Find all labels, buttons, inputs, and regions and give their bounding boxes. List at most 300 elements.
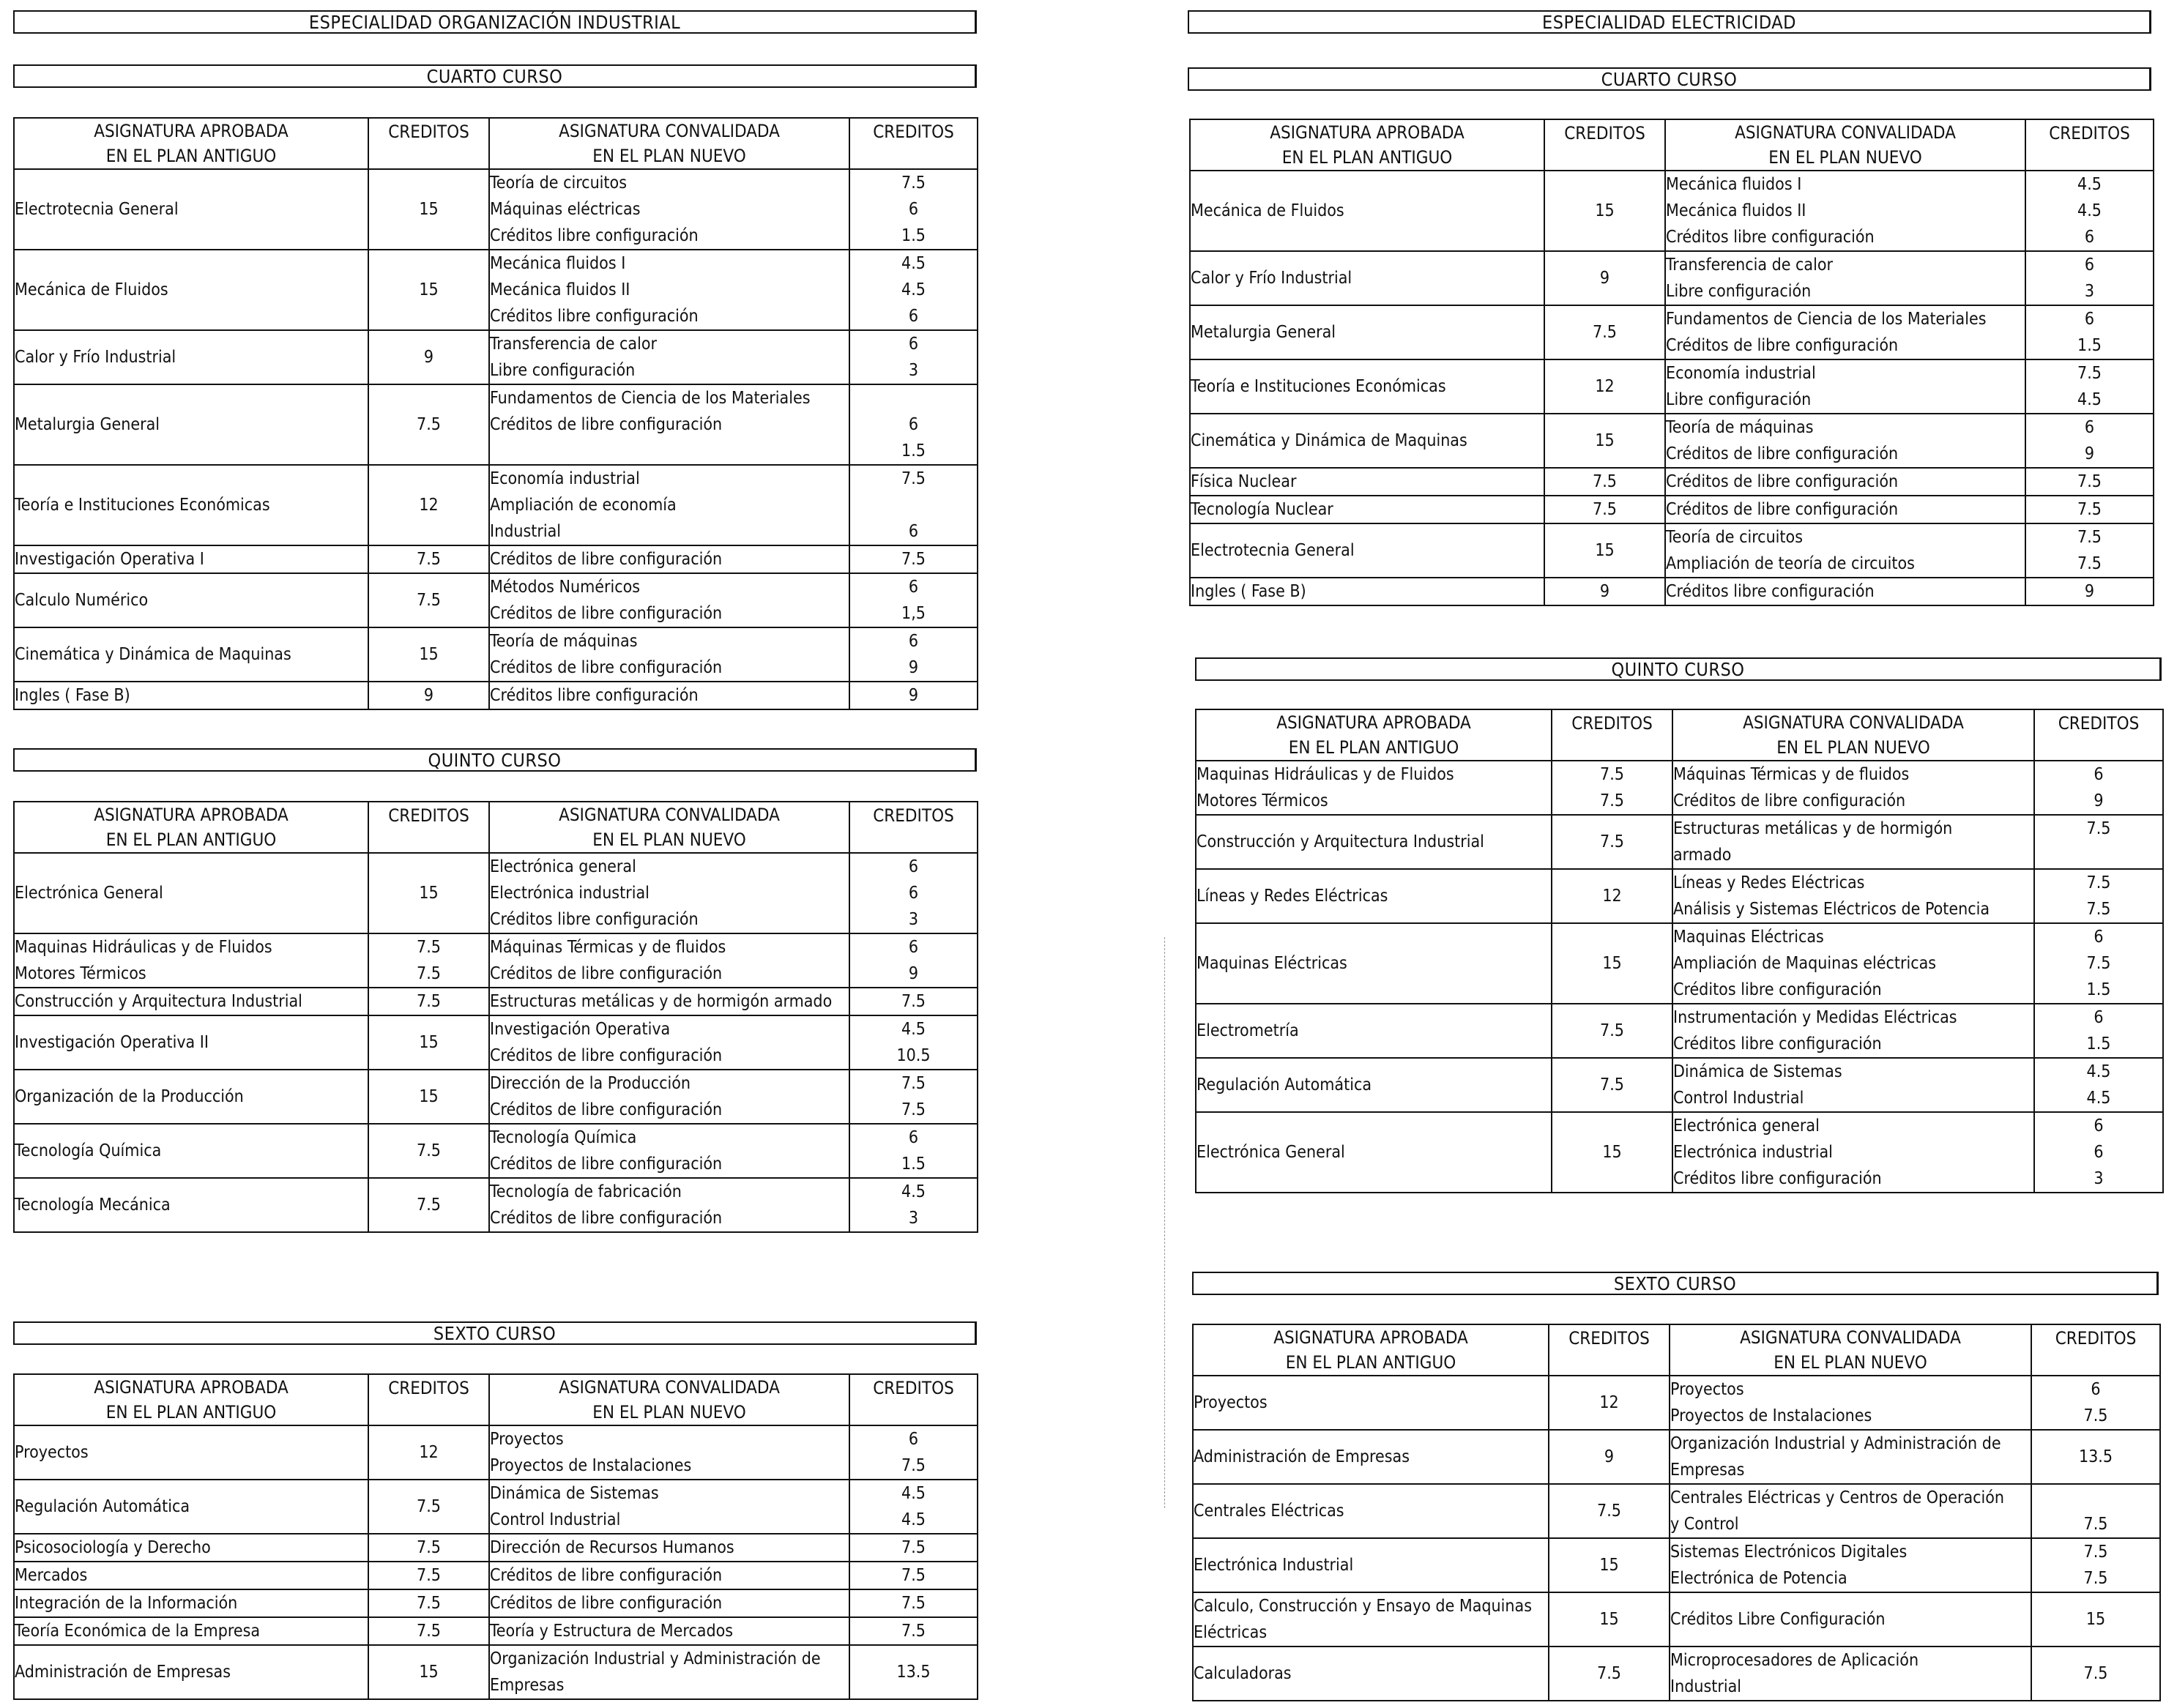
new-subject	[489, 465, 849, 545]
new-subject	[489, 573, 849, 627]
old-subject-name: Tecnología Nuclear	[1191, 500, 1333, 519]
new-credits-value: 6	[908, 307, 919, 326]
new-credits-value	[850, 492, 977, 518]
old-credits	[1552, 1058, 1672, 1112]
new-subject	[1670, 1376, 2031, 1430]
new-credits-value: 6	[908, 200, 919, 219]
header-creditos-label: CREDITOS	[388, 805, 469, 826]
new-subject-name: Mecánica fluidos II	[1666, 201, 1806, 220]
table-row	[1193, 1647, 2160, 1701]
new-credits-value: 6	[908, 938, 919, 957]
old-subject	[14, 1070, 368, 1124]
new-credits-value: 15	[2085, 1610, 2106, 1629]
header-convalidada-line: EN EL PLAN NUEVO	[1768, 147, 1922, 168]
new-subject	[489, 853, 849, 933]
header-convalidada-line: EN EL PLAN NUEVO	[592, 1402, 746, 1422]
new-subject-name: Sistemas Electrónicos Digitales	[1670, 1543, 1908, 1562]
old-subject-name: Centrales Eléctricas	[1194, 1502, 1344, 1521]
old-subject-name: Maquinas Hidráulicas y de Fluidos	[15, 938, 272, 957]
new-credits-value: 7.5	[2086, 954, 2111, 973]
new-credits	[849, 465, 978, 545]
old-subject	[1196, 1004, 1552, 1058]
old-credits-value: 7.5	[1593, 323, 1617, 342]
old-credits-value: 7.5	[417, 1594, 441, 1613]
old-subject-name: Electrónica Industrial	[1194, 1556, 1354, 1575]
new-subject	[1670, 1647, 2031, 1701]
new-credits-value: 7.5	[901, 1622, 926, 1641]
new-subject	[1670, 1484, 2031, 1538]
header-row	[1193, 1324, 2160, 1376]
table-row	[1193, 1376, 2160, 1430]
new-subject-name: Tecnología Química	[490, 1128, 637, 1147]
new-subject-name: Créditos de libre configuración	[1673, 791, 1906, 810]
new-credits-value: 7.5	[901, 174, 926, 193]
old-subject-name: Administración de Empresas	[15, 1663, 231, 1682]
new-subject-name: Estructuras metálicas y de hormigón	[1673, 819, 1953, 838]
old-subject-name: Integración de la Información	[15, 1594, 238, 1613]
old-subject-name: Teoría e Instituciones Económicas	[15, 496, 270, 515]
new-credits	[2025, 468, 2154, 496]
old-subject	[14, 1124, 368, 1178]
new-subject	[489, 1480, 849, 1534]
new-credits-value: 7.5	[2083, 1569, 2108, 1588]
new-subject	[1672, 815, 2034, 869]
new-credits-value: 6	[2094, 1143, 2104, 1162]
new-credits-value: 6	[2094, 765, 2104, 784]
new-subject	[489, 169, 849, 250]
new-credits-value: 6	[908, 857, 919, 876]
new-subject	[1665, 251, 2025, 305]
new-credits	[2025, 171, 2154, 251]
header-creditos	[1549, 1324, 1670, 1376]
table-row	[1193, 1484, 2160, 1538]
new-subject-name: Créditos de libre configuración	[490, 1209, 723, 1228]
new-subject-name: Créditos de libre configuración	[490, 1155, 723, 1174]
old-subject-name: Tecnología Química	[15, 1141, 162, 1160]
old-subject	[1193, 1592, 1549, 1647]
new-subject-name: Economía industrial	[490, 469, 640, 488]
right-sexto-title: SEXTO CURSO	[1192, 1272, 2159, 1295]
header-row	[14, 802, 978, 853]
old-credits-value: 7.5	[1593, 472, 1617, 491]
new-credits-value: 7.5	[2077, 554, 2102, 573]
new-credits	[2034, 923, 2163, 1004]
header-convalidada-line: ASIGNATURA CONVALIDADA	[1743, 712, 1964, 733]
new-subject-name: Ampliación de economía	[490, 496, 677, 515]
old-credits-value: 9	[1599, 582, 1610, 601]
new-credits	[849, 169, 978, 250]
new-subject	[489, 1562, 849, 1589]
old-subject	[14, 1425, 368, 1480]
table-row	[14, 1015, 978, 1070]
new-credits-value: 4.5	[901, 280, 926, 299]
new-credits-value: 4.5	[901, 1484, 926, 1503]
new-subject-name: Proyectos de Instalaciones	[490, 1456, 692, 1475]
new-credits-value: 7.5	[2083, 1406, 2108, 1425]
new-subject-name: Dinámica de Sistemas	[490, 1484, 659, 1503]
new-credits-value: 4.5	[2077, 201, 2102, 220]
new-credits	[849, 988, 978, 1015]
header-creditos	[2034, 709, 2163, 761]
new-subject	[1670, 1430, 2031, 1484]
old-credits-value: 9	[1599, 269, 1610, 288]
header-aprobada-line: EN EL PLAN ANTIGUO	[1281, 147, 1453, 168]
new-subject-name: Transferencia de calor	[490, 335, 657, 354]
table-row	[14, 853, 978, 933]
old-subject-name: Construcción y Arquitectura Industrial	[15, 992, 302, 1011]
new-subject-name: Créditos libre configuración	[1666, 228, 1875, 247]
old-credits	[1552, 1004, 1672, 1058]
new-credits-value: 7.5	[2083, 1664, 2108, 1683]
new-subject-name: Electrónica de Potencia	[1670, 1569, 1847, 1588]
old-subject-name: Líneas y Redes Eléctricas	[1196, 887, 1388, 906]
new-credits-value: 7.5	[901, 1100, 926, 1119]
new-subject-name: Créditos de libre configuración	[490, 1566, 723, 1585]
new-subject-name: Máquinas Térmicas y de fluidos	[1673, 765, 1910, 784]
old-credits	[368, 853, 489, 933]
old-subject-name: Calor y Frío Industrial	[1191, 269, 1352, 288]
new-subject-name: Créditos libre configuración	[1666, 582, 1875, 601]
old-subject-name: Ingles ( Fase B)	[1191, 582, 1306, 601]
new-subject-name: Empresas	[1670, 1461, 1745, 1480]
new-credits-value: 10.5	[896, 1046, 931, 1065]
old-credits	[368, 1534, 489, 1562]
header-aprobada-line: ASIGNATURA APROBADA	[94, 805, 289, 825]
old-subject-name: Teoría Económica de la Empresa	[15, 1622, 261, 1641]
new-subject-name: Mecánica fluidos I	[1666, 175, 1802, 194]
old-subject	[14, 1617, 368, 1645]
header-creditos	[1552, 709, 1672, 761]
old-credits	[368, 545, 489, 573]
new-credits	[849, 627, 978, 682]
old-subject	[1193, 1647, 1549, 1701]
new-credits-value: 6	[2084, 256, 2095, 275]
table-row	[1193, 1430, 2160, 1484]
old-credits	[368, 573, 489, 627]
old-subject	[1193, 1430, 1549, 1484]
table-row	[14, 330, 978, 384]
table-row	[14, 250, 978, 330]
old-subject	[1196, 1112, 1552, 1193]
header-creditos-label: CREDITOS	[2049, 123, 2130, 143]
header-row	[1196, 709, 2163, 761]
new-subject-name: Organización Industrial y Administración de	[1670, 1434, 2001, 1453]
new-subject-name: Créditos de libre configuración	[490, 1100, 723, 1119]
header-creditos-label: CREDITOS	[1571, 713, 1653, 734]
new-subject-name: Centrales Eléctricas y Centros de Operación	[1670, 1488, 2005, 1507]
new-credits-value	[850, 385, 977, 411]
header-aprobada-line: ASIGNATURA APROBADA	[94, 121, 289, 141]
table-row	[14, 1178, 978, 1232]
old-subject-name: Motores Térmicos	[1196, 791, 1328, 810]
new-subject-name	[490, 438, 849, 464]
new-credits-value: 4.5	[2077, 175, 2102, 194]
table-row	[1190, 496, 2154, 523]
new-subject-name: Estructuras metálicas y de hormigón armado	[490, 992, 833, 1011]
new-subject	[1672, 923, 2034, 1004]
new-subject	[1672, 1004, 2034, 1058]
old-subject	[1190, 359, 1544, 414]
old-credits	[368, 465, 489, 545]
new-subject-name: Créditos de libre configuración	[490, 658, 723, 677]
new-credits-value: 3	[908, 361, 919, 380]
new-subject-name: Métodos Numéricos	[490, 578, 641, 597]
new-subject	[1665, 523, 2025, 578]
old-subject	[1193, 1376, 1549, 1430]
new-credits-value: 6	[2091, 1380, 2101, 1399]
right-sexto-table	[1192, 1324, 2161, 1701]
header-convalidada	[489, 118, 849, 169]
old-credits-value: 7.5	[417, 992, 441, 1011]
new-subject-name: Empresas	[490, 1676, 565, 1695]
old-subject	[14, 1562, 368, 1589]
old-subject-name: Mecánica de Fluidos	[15, 280, 168, 299]
new-subject-name: Maquinas Eléctricas	[1673, 928, 1824, 947]
old-subject	[14, 988, 368, 1015]
new-credits-value: 1,5	[901, 604, 926, 623]
header-convalidada-line: EN EL PLAN NUEVO	[1776, 737, 1930, 758]
header-row	[1190, 119, 2154, 171]
new-credits	[849, 682, 978, 709]
new-subject-name: Libre configuración	[490, 361, 636, 380]
old-credits-value: 7.5	[1600, 1021, 1624, 1040]
new-credits	[849, 330, 978, 384]
new-credits-value: 6	[908, 522, 919, 541]
new-credits	[2031, 1376, 2160, 1430]
new-subject	[489, 1589, 849, 1617]
old-subject	[1190, 523, 1544, 578]
new-subject-name: Electrónica industrial	[490, 884, 650, 903]
new-subject-name: Instrumentación y Medidas Eléctricas	[1673, 1008, 1957, 1027]
old-credits	[1549, 1592, 1670, 1647]
old-subject	[1196, 761, 1552, 815]
old-subject	[1193, 1484, 1549, 1538]
old-credits	[1549, 1430, 1670, 1484]
old-subject-name: Electrónica General	[1196, 1143, 1345, 1162]
new-subject-name: Ampliación de Maquinas eléctricas	[1673, 954, 1937, 973]
new-subject-name: Créditos de libre configuración	[490, 1594, 723, 1613]
new-credits-value: 3	[908, 910, 919, 929]
table-row	[14, 1480, 978, 1534]
left-quinto-table	[13, 801, 978, 1233]
header-creditos	[368, 118, 489, 169]
new-credits-value: 7.5	[2077, 364, 2102, 383]
header-creditos	[849, 118, 978, 169]
new-subject-name: Teoría y Estructura de Mercados	[490, 1622, 734, 1641]
header-aprobada-line: EN EL PLAN ANTIGUO	[1285, 1352, 1456, 1373]
header-creditos-label: CREDITOS	[388, 1378, 469, 1398]
new-subject-name: Máquinas eléctricas	[490, 200, 641, 219]
old-credits	[368, 933, 489, 988]
new-credits	[2025, 359, 2154, 414]
old-subject	[14, 853, 368, 933]
left-cuarto-table	[13, 117, 978, 710]
new-credits-value: 7.5	[2077, 472, 2102, 491]
table-row	[1190, 523, 2154, 578]
new-subject	[1665, 578, 2025, 605]
new-credits-value: 13.5	[2078, 1447, 2113, 1466]
table-row	[1190, 359, 2154, 414]
new-credits-value	[2035, 842, 2162, 868]
new-subject	[489, 1124, 849, 1178]
old-subject-name: Mecánica de Fluidos	[1191, 201, 1344, 220]
old-subject	[14, 1015, 368, 1070]
new-credits-value: 4.5	[901, 1510, 926, 1529]
old-subject-name: Electrotecnia General	[15, 200, 179, 219]
new-subject	[489, 1015, 849, 1070]
old-subject-name: Proyectos	[1194, 1393, 1268, 1412]
new-credits	[2031, 1592, 2160, 1647]
old-subject-name: Ingles ( Fase B)	[15, 686, 130, 705]
header-aprobada-line: ASIGNATURA APROBADA	[94, 1377, 289, 1398]
old-credits-value: 15	[419, 645, 439, 664]
old-credits-value: 9	[423, 348, 434, 367]
new-subject	[489, 933, 849, 988]
new-credits	[2025, 414, 2154, 468]
old-subject-name: Proyectos	[15, 1443, 89, 1462]
old-credits-value: 7.5	[417, 1141, 441, 1160]
header-aprobada-line: EN EL PLAN ANTIGUO	[105, 1402, 277, 1422]
table-row	[1193, 1538, 2160, 1592]
new-credits-value: 6	[2084, 228, 2095, 247]
old-credits-value: 15	[1602, 954, 1622, 973]
header-convalidada	[1670, 1324, 2031, 1376]
new-credits	[2034, 815, 2163, 869]
right-quinto-table	[1195, 709, 2164, 1193]
new-credits-value: 7.5	[901, 1566, 926, 1585]
old-credits	[1544, 171, 1665, 251]
new-credits	[2034, 1004, 2163, 1058]
header-creditos	[1544, 119, 1665, 171]
old-credits	[368, 1015, 489, 1070]
new-credits-value: 9	[2084, 444, 2095, 463]
header-aprobada	[14, 802, 368, 853]
old-credits	[368, 1480, 489, 1534]
new-credits	[849, 573, 978, 627]
old-credits-value: 9	[423, 686, 434, 705]
new-subject-name: Créditos de libre configuración	[1666, 336, 1899, 355]
new-subject-name: Créditos libre configuración	[490, 686, 699, 705]
new-subject-name: Créditos libre configuración	[490, 910, 699, 929]
left-cuarto-title: CUARTO CURSO	[13, 64, 977, 88]
table-row	[1190, 305, 2154, 359]
new-credits-value: 6	[2094, 1116, 2104, 1135]
old-subject	[14, 1534, 368, 1562]
old-credits-value: 15	[1595, 201, 1615, 220]
header-aprobada	[14, 1374, 368, 1425]
new-subject-name: Créditos de libre configuración	[490, 550, 723, 569]
header-convalidada-line: EN EL PLAN NUEVO	[592, 146, 746, 166]
old-credits-value: 7.5	[1600, 765, 1624, 784]
old-credits-value: 12	[419, 1443, 439, 1462]
old-credits	[368, 1617, 489, 1645]
header-aprobada-line: ASIGNATURA APROBADA	[1273, 1327, 1468, 1348]
new-credits-value: 6	[908, 578, 919, 597]
old-subject-name: Electrometría	[1196, 1021, 1299, 1040]
new-credits-value: 6	[908, 415, 919, 434]
new-credits-value: 6	[2094, 928, 2104, 947]
new-subject-name: y Control	[1670, 1515, 1739, 1534]
new-subject-name: Mecánica fluidos II	[490, 280, 630, 299]
header-creditos-label: CREDITOS	[1568, 1328, 1650, 1349]
old-subject-name: Investigación Operativa II	[15, 1033, 209, 1052]
old-credits-value: 7.5	[417, 1566, 441, 1585]
new-credits	[849, 384, 978, 465]
new-credits	[849, 933, 978, 988]
table-row	[14, 573, 978, 627]
new-subject-name: Industrial	[490, 522, 562, 541]
new-credits-value: 4.5	[901, 1020, 926, 1039]
new-credits-value: 9	[908, 964, 919, 983]
old-credits	[1552, 761, 1672, 815]
new-subject-name: Créditos de libre configuración	[490, 415, 723, 434]
old-credits	[1549, 1484, 1670, 1538]
old-credits-value: 7.5	[417, 1196, 441, 1215]
old-credits	[368, 682, 489, 709]
header-aprobada-line: EN EL PLAN ANTIGUO	[105, 146, 277, 166]
new-subject-name: Máquinas Térmicas y de fluidos	[490, 938, 726, 957]
old-credits	[1549, 1376, 1670, 1430]
old-credits-value: 7.5	[417, 591, 441, 610]
header-convalidada	[489, 1374, 849, 1425]
old-subject	[1196, 1058, 1552, 1112]
table-row	[14, 1534, 978, 1562]
new-credits-value: 6	[908, 884, 919, 903]
old-credits	[368, 330, 489, 384]
header-creditos	[368, 802, 489, 853]
new-subject-name: armado	[1673, 846, 1732, 865]
old-credits	[1544, 578, 1665, 605]
table-row	[1190, 251, 2154, 305]
old-credits-value: 7.5	[1600, 1075, 1624, 1094]
header-aprobada	[1196, 709, 1552, 761]
old-credits-value: 7.5	[1600, 791, 1624, 810]
new-credits	[2025, 496, 2154, 523]
old-credits-value: 15	[1595, 431, 1615, 450]
new-subject-name: Fundamentos de Ciencia de los Materiales	[1666, 310, 1987, 329]
new-credits-value: 3	[2084, 282, 2095, 301]
old-credits-value: 15	[1602, 1143, 1622, 1162]
header-aprobada	[14, 118, 368, 169]
old-subject	[14, 1480, 368, 1534]
right-quinto-title: QUINTO CURSO	[1195, 657, 2162, 681]
old-credits	[368, 1124, 489, 1178]
old-subject	[1193, 1538, 1549, 1592]
old-subject-name: Eléctricas	[1194, 1623, 1268, 1642]
new-subject-name: Créditos libre configuración	[1673, 1169, 1882, 1188]
new-credits-value: 7.5	[2083, 1515, 2108, 1534]
new-credits	[2034, 1058, 2163, 1112]
new-subject-name: Proyectos	[1670, 1380, 1744, 1399]
new-subject-name: Libre configuración	[1666, 390, 1812, 409]
new-subject-name: Control Industrial	[490, 1510, 621, 1529]
new-credits-value	[2032, 1485, 2159, 1511]
old-credits-value: 15	[419, 1663, 439, 1682]
old-credits	[1549, 1538, 1670, 1592]
table-row	[1196, 869, 2163, 923]
new-subject-name: Fundamentos de Ciencia de los Materiales	[490, 389, 811, 408]
header-aprobada-line: EN EL PLAN ANTIGUO	[105, 829, 277, 850]
new-credits-value: 7.5	[901, 469, 926, 488]
header-convalidada	[489, 802, 849, 853]
old-credits	[368, 1425, 489, 1480]
old-credits	[368, 1645, 489, 1699]
old-credits-value: 7.5	[417, 1497, 441, 1516]
old-credits-value: 7.5	[1600, 832, 1624, 851]
new-credits	[849, 1015, 978, 1070]
new-credits	[849, 853, 978, 933]
new-credits	[2031, 1430, 2160, 1484]
